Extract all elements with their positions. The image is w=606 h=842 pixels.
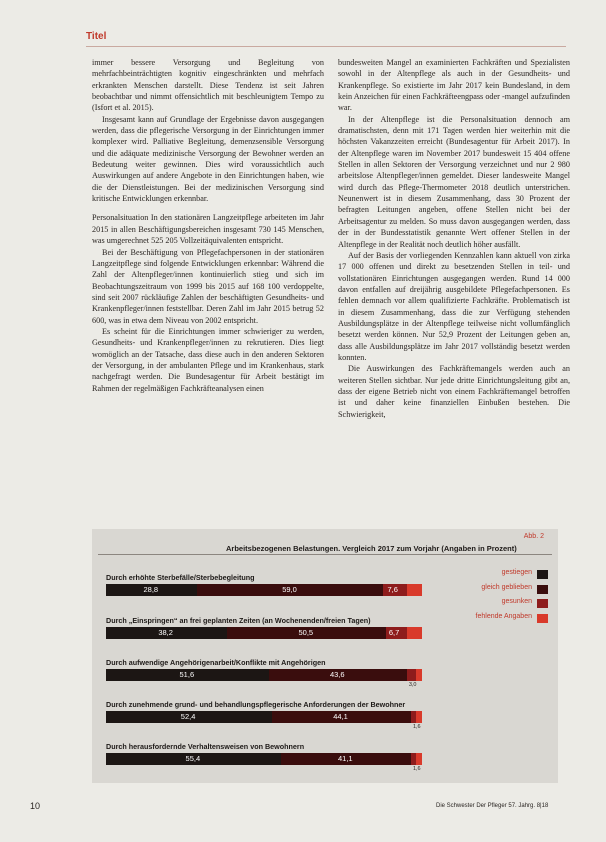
chart-title: Arbeitsbezogenen Belastungen. Vergleich 2017 zum Vorjahr (Angaben in Prozent) (226, 544, 517, 553)
legend-swatch (537, 585, 548, 594)
legend-swatch (537, 614, 548, 623)
data-label: 43,6 (329, 670, 345, 679)
left-text-column (92, 57, 324, 394)
legend-swatch (537, 570, 548, 579)
legend-item (418, 613, 548, 628)
paragraph: bundesweiten Mangel an examinierten Fachkräften und Spezialisten sowohl in der Altenpflege als auch in der Gesundheits- und Krankenpflege. So existierte im Jahr 2017 kein Bundesland, in dem kein Anzeichen für einen Fachkräfteengpass oder -mangel aufzufinden war. (338, 58, 570, 113)
category-label: Durch erhöhte Sterbefälle/Sterbebegleitung (106, 573, 255, 582)
data-label: 50,5 (298, 628, 314, 637)
right-text-column (338, 57, 570, 420)
data-label: 38,2 (158, 628, 173, 637)
bar-row (106, 584, 536, 596)
paragraph: Auf der Basis der vorliegenden Kennzahlen kann aktuell von zirka 17 000 offenen und direkt zu besetzenden Stellen in teil- und vollstationären Einrichtungen ausgegangen werden. Rund 14 000 davon entfallen auf dreijährig ausgebildete Pflegefachpersonen. Es fehlen demnach vor allem qualifizierte Fachkräfte. Problematisch ist in diesem Zusammenhang, dass die zur Verfügung stehenden Ausbildungsplätze in der Altenpflege teilweise nicht vollumfänglich besetzt werden können. Nur 52,9 Prozent der Leitungen geben an, dass alle Ausbildungsplätze im Jahr 2017 vollständig besetzt werden konnten. (338, 250, 570, 362)
legend-label: fehlende Angaben (475, 612, 532, 620)
bar-segment-fehlende-Angaben (416, 669, 422, 681)
publication-source: Die Schwester Der Pfleger 57. Jahrg. 8|18 (436, 803, 549, 809)
legend-swatch (537, 599, 548, 608)
category-label: Durch „Einspringen“ an frei geplanten Zeiten (an Wochenenden/freien Tagen) (106, 616, 371, 625)
bar-segment-gesunken (407, 669, 416, 681)
data-label: 52,4 (180, 712, 196, 721)
data-label: 41,1 (338, 754, 353, 763)
section-label: Titel (86, 31, 107, 42)
chart-legend (418, 569, 548, 627)
legend-label: gesunken (501, 598, 532, 605)
bar-row (106, 627, 536, 639)
paragraph: immer bessere Versorgung und Begleitung von mehrfachbeinträchtigten kognitiv eingeschränkten und mehrfach erkrankten Menschen darstellt. Diese Tendenz ist seit Jahren beobachtbar und nimmt offensichtlich mit beschleunigtem Tempo zu (Isfort et al. 2015). (92, 58, 324, 113)
page-number: 10 (30, 801, 41, 811)
paragraph: Bei der Beschäftigung von Pflegefachpersonen in der stationären Langzeitpflege sind folgende Entwicklungen erkennbar: Während die Zahl der Altenpfleger/innen kontinuierlich stieg und sich im Beobachtungszeitraum von 1999 bis 2015 auf 168 100 verdoppelte, sind seit 2007 rückläufige Zahlen der beschäftigten Gesundheits- und Krankenpfleger/innen feststellbar. Deren Zahl im Jahr 2015 betrug 52 600, was in etwa dem Niveau von 2002 entspricht. (92, 247, 324, 325)
data-label: 1,6 (412, 766, 421, 772)
chart-title-divider (98, 554, 552, 555)
paragraph: Insgesamt kann auf Grundlage der Ergebnisse davon ausgegangen werden, dass die pflegerische Versorgung in der Einrichtungen immer komplexer wird. Palliative Begleitung, demenzsensible Versorgung und die adäquate medizinische Versorgung der Bewohner werden an Bedeutung weiter gewinnen. Dies wird voraussichtlich auch Auswirkungen auf andere Angebote in den Einrichtungen haben, wie die der Dienstleistungen. Bei der medizinischen Versorgung sind kritische Entwicklungen erkennbar. (92, 114, 324, 204)
data-label: 55,4 (185, 754, 201, 763)
data-label: 7,6 (387, 585, 398, 594)
legend-label: gleich geblieben (481, 583, 532, 591)
bar-row (106, 711, 536, 730)
bar-segment-fehlende-Angaben (416, 753, 422, 765)
bar-segment-fehlende-Angaben (407, 627, 422, 639)
category-label: Durch aufwendige Angehörigenarbeit/Konflikte mit Angehörigen (106, 658, 326, 667)
paragraph: Die Auswirkungen des Fachkräftemangels werden auch an weiteren Stellen sichtbar. Nur jede dritte Einrichtungsleitung gibt an, dass der eigene Betrieb nicht von einem Fachkräftemangel betroffen ist und daher keine finanziellen Einbußen bestehen. Die Schwierigkeit, (338, 364, 570, 419)
data-label: 1,6 (412, 724, 421, 730)
legend-label: gestiegen (501, 569, 532, 576)
paragraph: Es scheint für die Einrichtungen immer schwieriger zu werden, Gesundheits- und Krankenpfleger/innen zu rekrutieren. Dies liegt womöglich an der Tatsache, dass diese auch in den anderen Sektoren der Versorgung, in der ambulanten Pflege und im Krankenhaus, stark nachgefragt werden. Die Bundesagentur für Arbeit bestätigt im Rahmen der regelmäßigen Fachkräfteanalysen einen (92, 326, 324, 393)
data-label: 44,1 (333, 712, 348, 721)
category-label: Durch zunehmende grund- und behandlungspflegerische Anforderungen der Bewohner (106, 700, 406, 709)
bar-row (106, 753, 536, 772)
paragraph: Personalsituation In den stationären Langzeitpflege arbeiteten im Jahr 2015 in allen Beschäftigungsbereichen insgesamt 730 145 Menschen, was umgerechnet 525 205 Vollzeitäquivalenten entspricht. (92, 213, 324, 246)
bar-row (106, 669, 536, 688)
legend-item (418, 569, 548, 584)
stacked-bar-chart (92, 529, 558, 783)
category-label: Durch herausfordernde Verhaltensweisen von Bewohnern (106, 742, 305, 751)
bar-segment-fehlende-Angaben (407, 584, 422, 596)
data-label: 59,0 (282, 585, 297, 594)
paragraph: In der Altenpflege ist die Personalsituation dennoch am dramatischsten, denn mit 171 Tagen werden hier weiterhin mit die höchsten Vakanzzeiten erreicht (Bundesagentur für Arbeit 2017). In der Altenpflege waren im November 2017 bundesweit 15 404 offene Stellen in allen Sektoren der Versorgung verzeichnet und nur 2 980 arbeitslose Altenpfleger/innen gemeldet. Dieser landesweite Mangel wird durch das Pflege-Thermometer 2018 deutlich unterstrichen. Neunenwert ist in diesem Zusammenhang, dass 30 Prozent der befragten Leitungen angeben, offene Stellen nicht bei der Arbeitsagentur zu melden. So muss davon ausgegangen werden, dass der in der Bundesstatistik genannte Wert offener Stellen in der Altenpflege in der Realität noch deutlich höher ausfällt. (338, 114, 570, 249)
data-label: 3,0 (408, 682, 417, 688)
header-divider (86, 46, 566, 47)
legend-item (418, 598, 548, 613)
figure-label: Abb. 2 (523, 533, 544, 540)
data-label: 28,8 (143, 585, 159, 594)
data-label: 51,6 (179, 670, 195, 679)
bar-segment-fehlende-Angaben (416, 711, 422, 723)
data-label: 6,7 (388, 628, 400, 637)
